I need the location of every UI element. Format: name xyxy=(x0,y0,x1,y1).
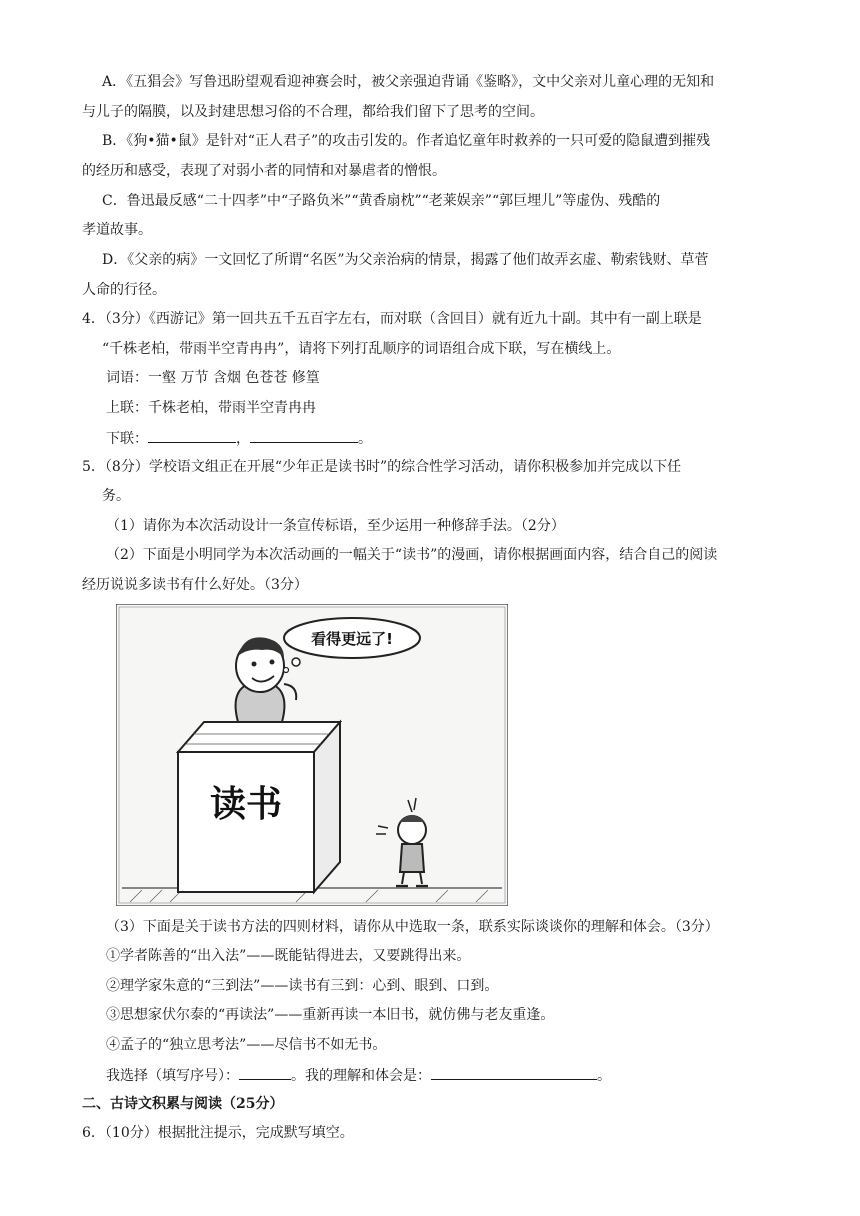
q4-word-list: 词语：一壑 万节 含烟 色苍苍 修篁 xyxy=(106,370,320,386)
q5-understanding-blank[interactable] xyxy=(431,1064,597,1080)
q4-lower-couplet xyxy=(106,427,372,449)
q4-stem-line1: 4．（3分）《西游记》第一回共五千五百字左右，而对联（含回目）就有近九十副。其中有一副上联是 xyxy=(82,311,702,327)
q5-part2-line1: （2）下面是小明同学为本次活动画的一幅关于“读书”的漫画，请你根据画面内容，结合自己的阅读 xyxy=(106,547,718,563)
book-cover-text: 读书 xyxy=(209,784,283,825)
q4-upper-couplet: 上联：千株老柏，带雨半空青冉冉 xyxy=(106,400,316,416)
q5-part1: （1）请你为本次活动设计一条宣传标语，至少运用一种修辞手法。（2分） xyxy=(106,518,565,534)
book-icon xyxy=(178,722,340,892)
q4-period: 。 xyxy=(358,431,372,447)
q5-stem-line1: 5．（8分）学校语文组正在开展“少年正是读书时”的综合性学习活动，请你积极参加并完成以下任 xyxy=(82,459,682,475)
q5-choice-period: 。 xyxy=(597,1068,611,1084)
q3-option-a-line2: 与儿子的隔膜，以及封建思想习俗的不合理，都给我们留下了思考的空间。 xyxy=(82,104,544,120)
q4-answer-blank-1[interactable] xyxy=(148,427,236,443)
speech-bubble-text: 看得更远了! xyxy=(311,630,393,648)
q5-material-4: ④孟子的“独立思考法”——尽信书不如无书。 xyxy=(106,1037,387,1053)
q5-material-1: ①学者陈善的“出入法”——既能钻得进去，又要跳得出来。 xyxy=(106,948,471,964)
q5-material-3: ③思想家伏尔泰的“再读法”——重新再读一本旧书，就仿佛与老友重逢。 xyxy=(106,1007,555,1023)
q4-answer-blank-2[interactable] xyxy=(250,427,358,443)
q3-option-d-line2: 人命的行径。 xyxy=(82,282,166,298)
q6-stem: 6．（10分）根据批注提示，完成默写填空。 xyxy=(82,1125,354,1141)
q4-lower-label: 下联： xyxy=(106,431,148,447)
section-2-title: 二、古诗文积累与阅读（25分） xyxy=(82,1096,284,1112)
q5-part2-line2: 经历说说多读书有什么好处。（3分） xyxy=(82,577,308,593)
reading-cartoon xyxy=(116,604,508,906)
q5-understanding-label: 。我的理解和体会是： xyxy=(291,1068,431,1084)
q3-option-c-line1: C．鲁迅最反感“二十四孝”中“子路负米”“黄香扇枕”“老莱娱亲”“郭巨埋儿”等虚伪、残酷的 xyxy=(102,193,661,209)
q5-choice-blank[interactable] xyxy=(239,1064,291,1080)
q4-stem-line2: “千株老柏，带雨半空青冉冉”，请将下列打乱顺序的词语组合成下联，写在横线上。 xyxy=(102,341,621,357)
q5-part3: （3）下面是关于读书方法的四则材料，请你从中选取一条，联系实际谈谈你的理解和体会。（3分） xyxy=(106,919,719,935)
q3-option-d-line1: D．《父亲的病》一文回忆了所谓“名医”为父亲治病的情景，揭露了他们故弄玄虚、勒索钱财、草菅 xyxy=(102,252,709,268)
q4-comma: ， xyxy=(236,431,250,447)
q3-option-b-line2: 的经历和感受，表现了对弱小者的同情和对暴虐者的憎恨。 xyxy=(82,163,446,179)
q5-stem-line2: 务。 xyxy=(102,488,130,504)
q5-choice-label: 我选择（填写序号）： xyxy=(106,1068,239,1084)
q5-choice-line xyxy=(106,1064,611,1086)
q5-material-2: ②理学家朱意的“三到法”——读书有三到：心到、眼到、口到。 xyxy=(106,978,499,994)
q3-option-c-line2: 孝道故事。 xyxy=(82,222,152,238)
q3-option-b-line1: B．《狗•猫•鼠》是针对“正人君子”的攻击引发的。作者追忆童年时救养的一只可爱的隐鼠遭到摧残 xyxy=(102,133,711,149)
q3-option-a-line1: A．《五猖会》写鲁迅盼望观看迎神赛会时，被父亲强迫背诵《鉴略》，文中父亲对儿童心理的无知和 xyxy=(102,74,715,90)
